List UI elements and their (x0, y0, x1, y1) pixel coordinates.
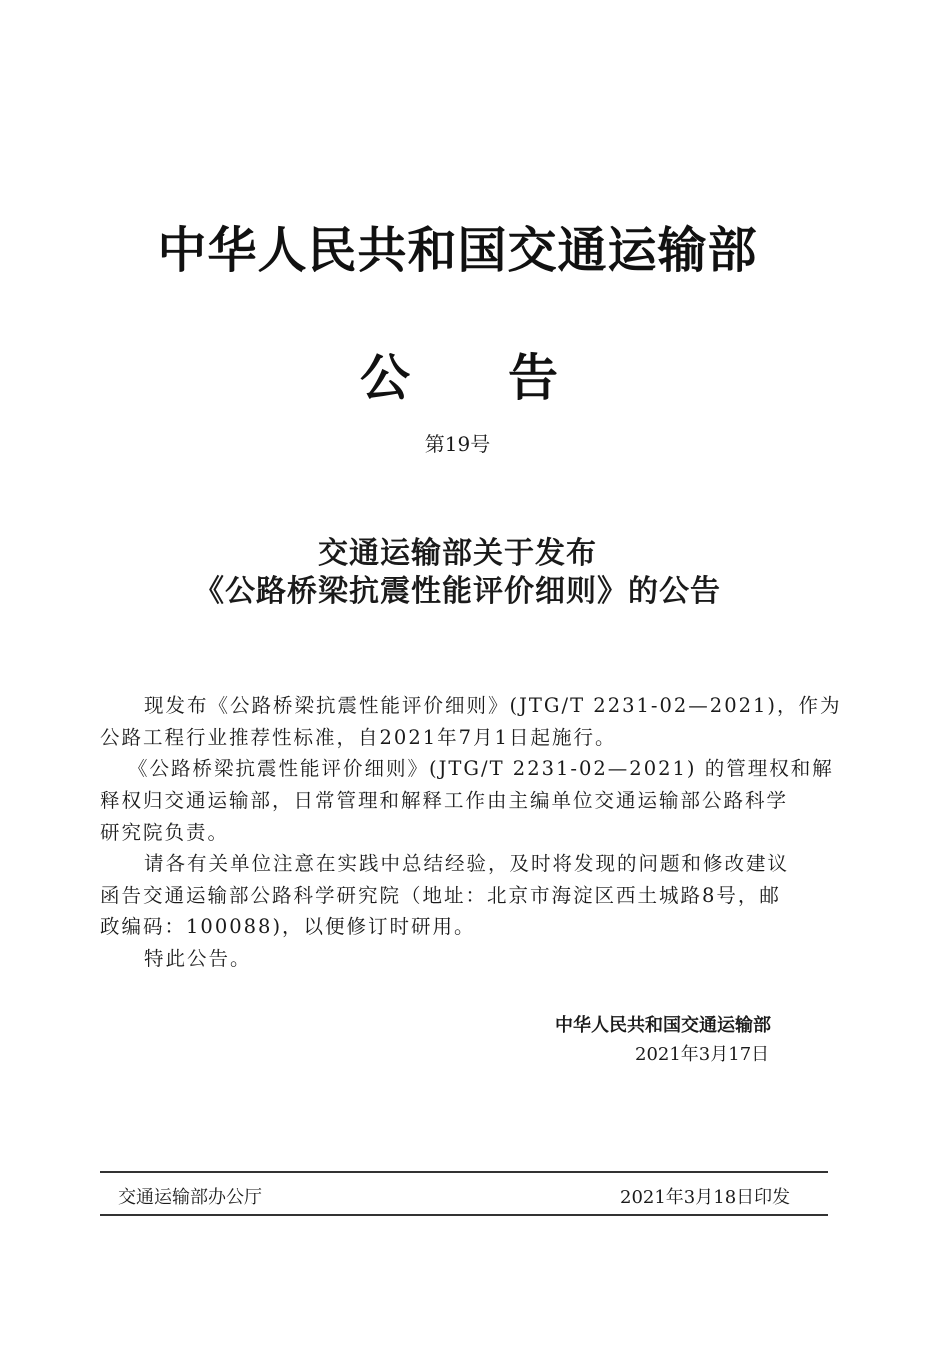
footer-top-rule (100, 1171, 828, 1173)
body-line: 特此公告。 (144, 947, 252, 970)
issuer-heading: 中华人民共和国交通运输部 (157, 222, 758, 279)
body-line: 研究院负责。 (100, 821, 230, 844)
body-line: 公路工程行业推荐性标准，自2021年7月1日起施行。 (100, 726, 617, 749)
announcement-number: 第19号 (424, 432, 491, 456)
footer-print-date: 2021年3月18日印发 (620, 1187, 791, 1208)
body-line: 释权归交通运输部，日常管理和解释工作由主编单位交通运输部公路科学 (100, 789, 789, 812)
title-line-2: 《公路桥梁抗震性能评价细则》的公告 (194, 574, 721, 609)
signature-org: 中华人民共和国交通运输部 (555, 1015, 771, 1036)
footer-office: 交通运输部办公厅 (118, 1187, 262, 1208)
footer-bottom-rule (100, 1214, 828, 1216)
body-line: 现发布《公路桥梁抗震性能评价细则》(JTG/T 2231-02—2021)，作为 (144, 694, 842, 717)
announcement-char-gong: 公 (360, 349, 410, 407)
body-line: 函告交通运输部公路科学研究院（地址：北京市海淀区西土城路8号，邮 (100, 884, 781, 907)
body-line: 政编码：100088)，以便修订时研用。 (100, 915, 476, 938)
announcement-char-gao: 告 (508, 349, 558, 407)
signature-date: 2021年3月17日 (635, 1044, 770, 1065)
body-line: 请各有关单位注意在实践中总结经验，及时将发现的问题和修改建议 (144, 852, 790, 875)
title-line-1: 交通运输部关于发布 (318, 536, 597, 571)
body-line: 《公路桥梁抗震性能评价细则》(JTG/T 2231-02—2021) 的管理权和解 (128, 757, 834, 780)
